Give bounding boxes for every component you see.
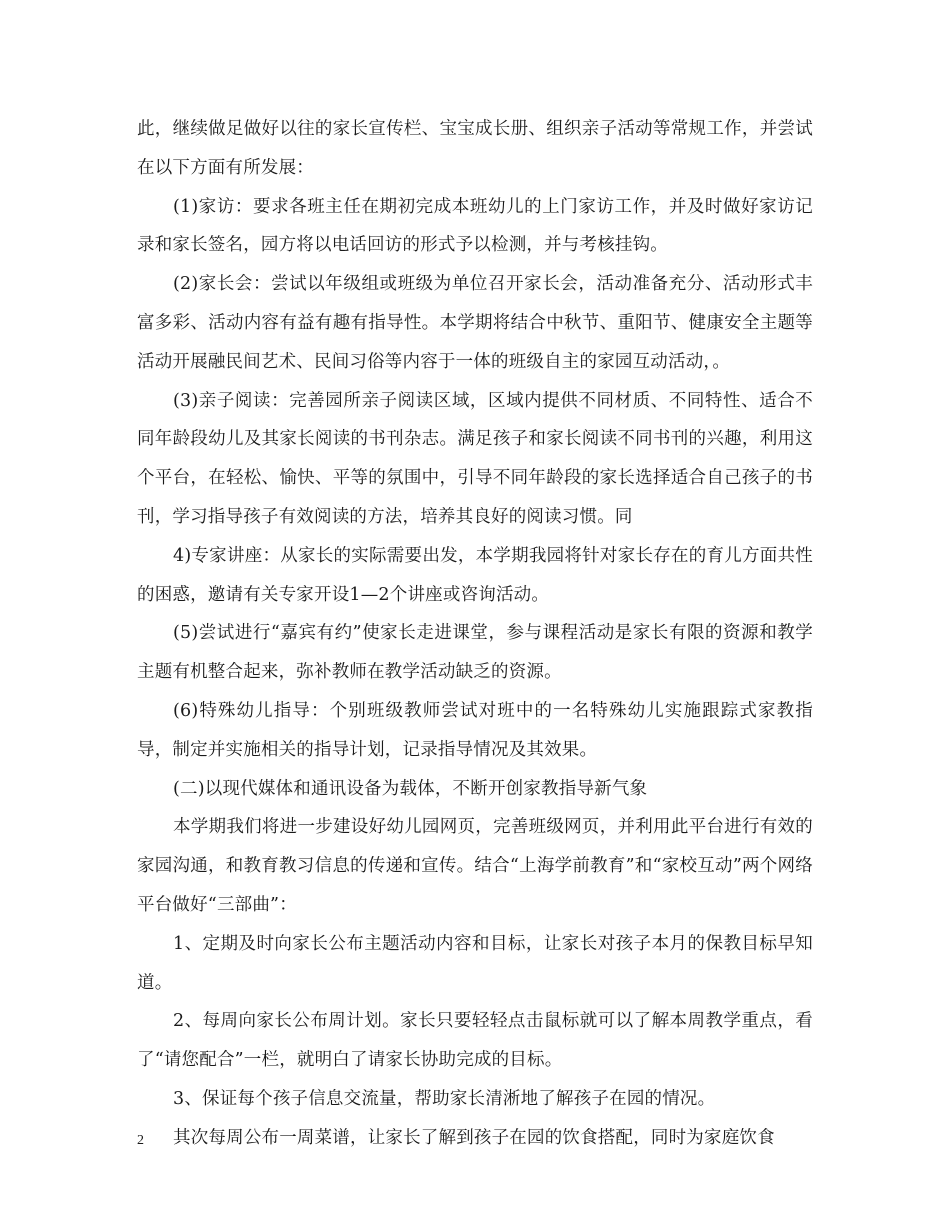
paragraph: (2)家长会：尝试以年级组或班级为单位召开家长会，活动准备充分、活动形式丰富多彩、活动内容有益有趣有指导性。本学期将结合中秋节、重阳节、健康安全主题等活动开展融民间艺术、民间习俗等内容于一体的班级自主的家园互动活动，。	[137, 274, 813, 372]
paragraph: 此，继续做足做好以往的家长宣传栏、宝宝成长册、组织亲子活动等常规工作，并尝试在以下方面有所发展：	[137, 119, 813, 178]
paragraph: (6)特殊幼儿指导：个别班级教师尝试对班中的一名特殊幼儿实施跟踪式家教指导，制定并实施相关的指导计划，记录指导情况及其效果。	[137, 700, 813, 760]
paragraph: (5)尝试进行“嘉宾有约”使家长走进课堂，参与课程活动是家长有限的资源和教学主题有机整合起来，弥补教师在教学活动缺乏的资源。	[137, 623, 813, 683]
document-body	[137, 110, 813, 1158]
paragraph: 其次每周公布一周菜谱，让家长了解到孩子在园的饮食搭配，同时为家庭饮食	[173, 1127, 775, 1148]
paragraph: 1、定期及时向家长公布主题活动内容和目标，让家长对孩子本月的保教目标早知道。	[137, 933, 813, 993]
paragraph: 3、保证每个孩子信息交流量，帮助家长清淅地了解孩子在园的情况。	[173, 1088, 716, 1109]
paragraph: (3)亲子阅读：完善园所亲子阅读区域，区域内提供不同材质、不同特性、适合不同年龄段幼儿及其家长阅读的书刊杂志。满足孩子和家长阅读不同书刊的兴趣，利用这个平台，在轻松、愉快、平等的氛围中，引导不同年龄段的家长选择适合自己孩子的书刊，学习指导孩子有效阅读的方法，培养其良好的阅读习惯。同	[137, 390, 813, 527]
page-number: 2	[137, 1133, 144, 1148]
paragraph: 2、每周向家长公布周计划。家长只要轻轻点击鼠标就可以了解本周教学重点，看了“请您配合”一栏，就明白了请家长协助完成的目标。	[137, 1011, 813, 1071]
paragraph: 4)专家讲座：从家长的实际需要出发，本学期我园将针对家长存在的育儿方面共性的困惑，邀请有关专家开设1—2个讲座或咨询活动。	[137, 545, 813, 605]
paragraph: 本学期我们将进一步建设好幼儿园网页，完善班级网页，并利用此平台进行有效的家园沟通，和教育教习信息的传递和宣传。结合“上海学前教育”和“家校互动”两个网络平台做好“三部曲”：	[137, 817, 813, 915]
section-heading: (二)以现代媒体和通讯设备为载体，不断开创家教指导新气象	[173, 778, 648, 799]
paragraph: (1)家访：要求各班主任在期初完成本班幼儿的上门家访工作，并及时做好家访记录和家长签名，园方将以电话回访的形式予以检测，并与考核挂钩。	[137, 196, 813, 256]
